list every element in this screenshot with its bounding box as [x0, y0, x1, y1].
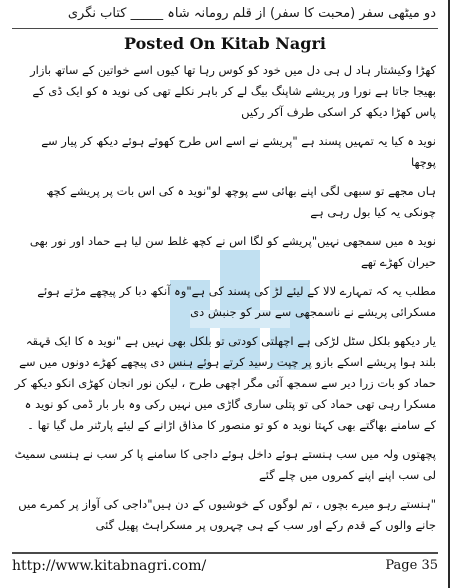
paragraph: "ہنستے رہو میرے بچوں ، تم لوگوں کے خوشیوں کے دن ہیں"داجی کی آواز پر کمرے میں جانے والوں کے قدم رکے اور سب کے ہی چہروں پر مسکراہٹ پھیل گئی [18, 497, 436, 532]
footer-rule [12, 552, 438, 554]
body-text [14, 60, 436, 538]
paragraph: ہاں مجھے تو سبھی لگی اپنے بھائی سے پوچھ لو"نوید ہ کی اس بات پر پریشے کچھ چونکی یہ کیا بول رہی ہے [46, 184, 436, 219]
paragraph: مطلب یہ کہ تمہارے لالا کے لیئے لڑ کی پسند کی ہے"وہ آنکھ دبا کر پیچھے مڑتے ہوئے مسکرائی پریشے نے ناسمجھی سے سر کو جنبش دی [37, 284, 436, 319]
paragraph: یار دیکھو بلکل سٹل لڑکی ہے اچھلتی کودتی تو بلکل بھی نہیں ہے "نوید ہ کا ایک قہقہ بلند ہوا پریشے اسکے بازو پر چپت رسید کرتے ہوئے ہنس دی پیچھے کھڑے دونوں میں سے حماد کو بات زرا دیر سے سمجھ آئی مگر اچھی طرح ، لیکن نور انجان کھڑی انکو دیکھ کر مسکرا رہی تھی حماد کی تو پتلی ساری گاڑی میں نہیں رکی وہ بار بار ڈمی کو نوید ہ کے سامنے بھاگتے بھی کہتا نوید ہ کو تو منصور کا مذاق اڑانے کے لیئے پارٹنر مل گیا تھا ۔ [14, 334, 436, 432]
paragraph: نوید ہ کیا یہ تمہیں پسند ہے "پریشے نے اسے اس طرح کھوئے ہوئے دیکھ کر پیار سے پوچھا [41, 134, 436, 169]
running-header: دو میٹھی سفر (محبت کا سفر) از قلم رومانہ شاہ _____ کتاب نگری [67, 6, 436, 21]
paragraph: کھڑا وکیشتار ہاد ل ہی دل میں خود کو کوس رہا تھا کیوں اسے خواتین کے ساتھ بازار بھیجا جاتا ہے نورا ور پریشے شاپنگ بیگ لے کر باہر نکلے تھی کی نوید ہ کو ایک ڈی کے پاس کھڑا دیکھ کر اسکی طرف آکر رکیں [30, 63, 436, 119]
page-footer [12, 556, 438, 580]
page-number: Page 35 [385, 558, 438, 573]
header-rule [12, 28, 438, 29]
posted-on-title: Posted On Kitab Nagri [124, 34, 326, 53]
paragraph: پچھتوں ولہ میں سب ہنستے ہوئے داخل ہوئے داجی کا سامنے پا کر سب نے ہنسی سمیٹ لی سب اپنے اپنے کمروں میں چلے گئے [14, 447, 436, 482]
paragraph: نوید ہ میں سمجھی نہیں"پریشے کو لگا اس نے کچھ غلط سن لیا ہے حماد اور نور بھی حیران کھڑے تھے [29, 234, 436, 269]
footer-url-link[interactable]: http://www.kitabnagri.com/ [12, 558, 207, 574]
